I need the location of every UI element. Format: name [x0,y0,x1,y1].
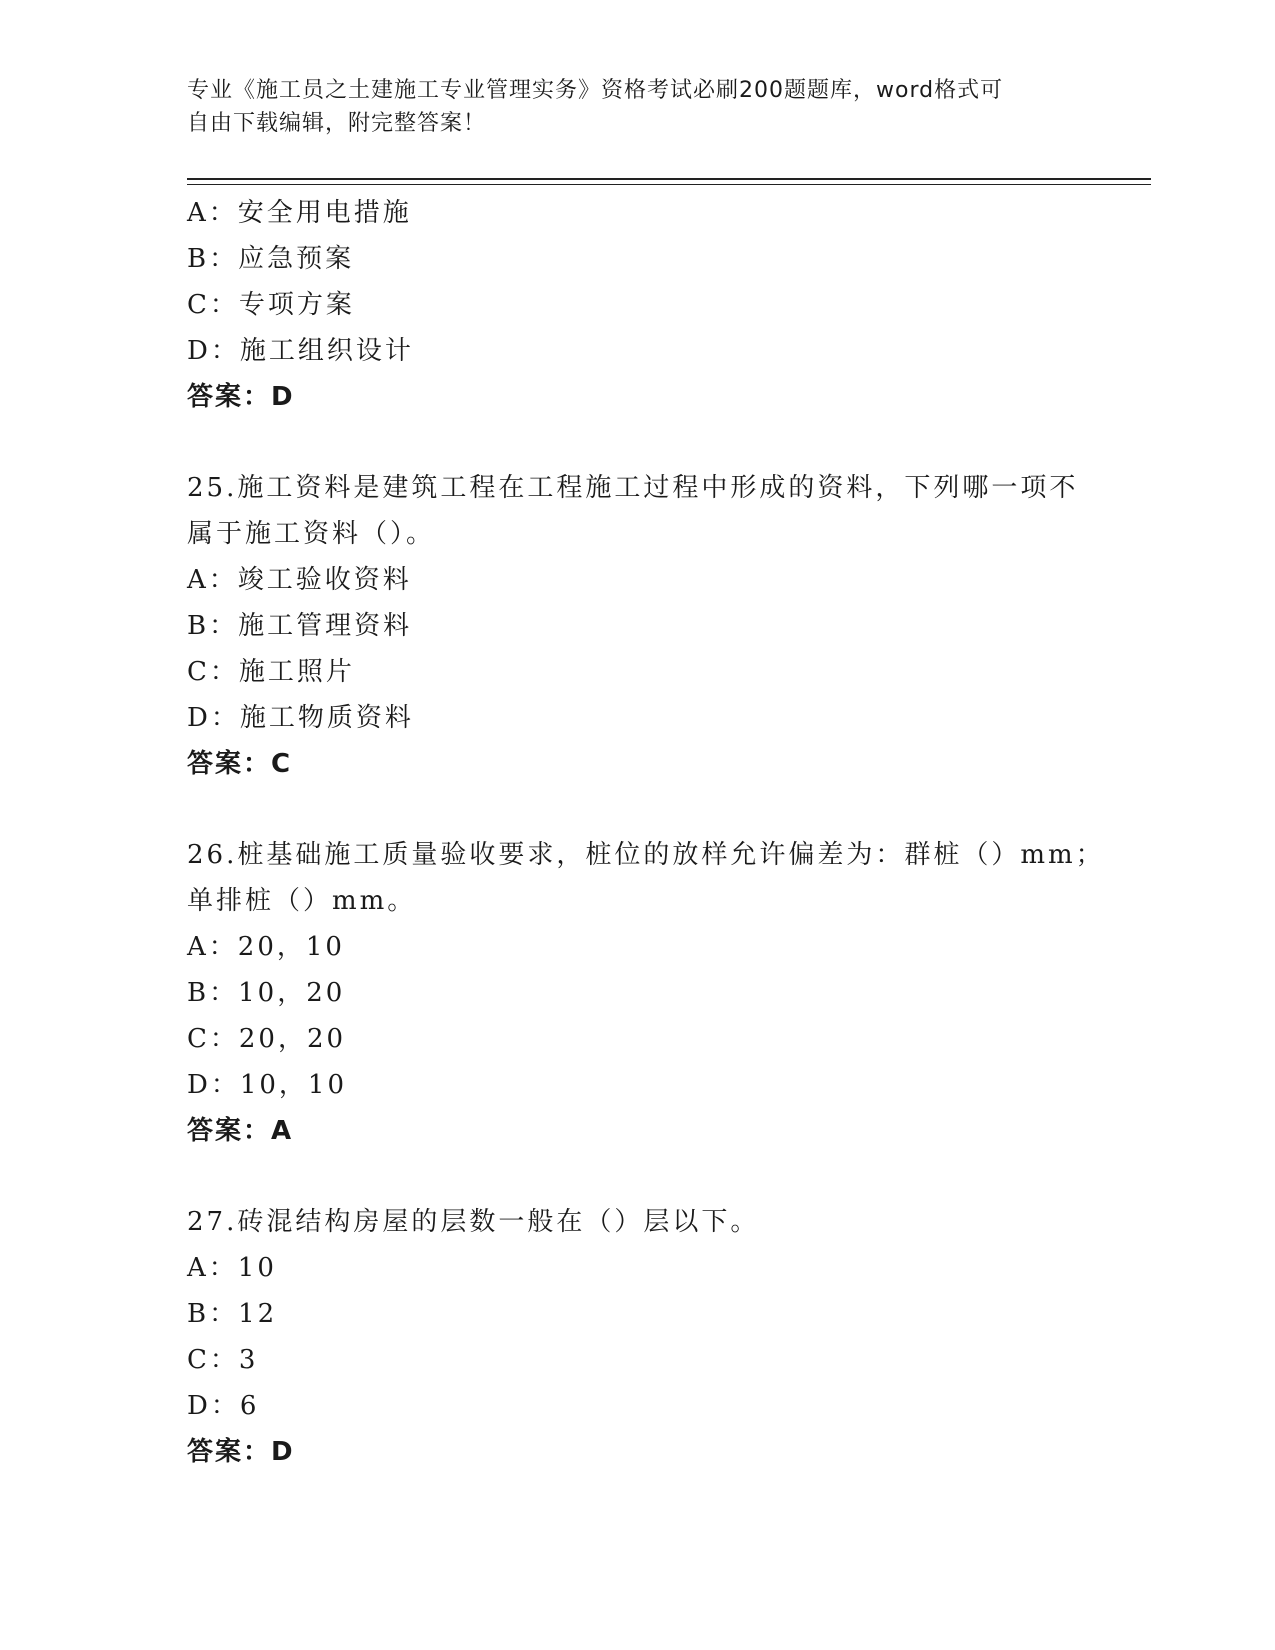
question-text-line-2: 单排桩（）mm。 [187,886,417,916]
option-a: A：20，10 [187,932,345,962]
question-block-25 [187,465,1127,787]
option-b: B：12 [187,1299,278,1329]
spacer [187,787,1127,832]
option-b: B：10，20 [187,978,346,1008]
spacer [187,420,1127,465]
option-a: A：10 [187,1253,277,1283]
question-list [187,190,1127,1475]
document-header [187,74,1087,140]
option-a: A：安全用电措施 [187,198,412,228]
option-c: C：20，20 [187,1024,347,1054]
spacer [187,1154,1127,1199]
header-rule-thick [187,178,1151,180]
option-c: C：施工照片 [187,657,355,687]
option-d: D：施工组织设计 [187,336,414,366]
question-text-line-1: 27.砖混结构房屋的层数一般在（）层以下。 [187,1207,760,1237]
question-text-line-2: 属于施工资料（）。 [187,519,436,549]
header-title-line-2: 自由下载编辑，附完整答案！ [187,111,487,136]
option-b: B：施工管理资料 [187,611,413,641]
question-block-26 [187,832,1127,1154]
header-rule-thin [187,184,1151,185]
header-title-line-1: 专业《施工员之土建施工专业管理实务》资格考试必刷200题题库，word格式可 [187,78,1004,103]
option-a: A：竣工验收资料 [187,565,412,595]
question-text-line-1: 25.施工资料是建筑工程在工程施工过程中形成的资料，下列哪一项不 [187,473,1079,503]
option-d: D：10，10 [187,1070,348,1100]
option-c: C：3 [187,1345,259,1375]
answer-label: 答案：D [187,382,295,412]
option-b: B：应急预案 [187,244,355,274]
option-d: D：施工物质资料 [187,703,414,733]
question-text-line-1: 26.桩基础施工质量验收要求，桩位的放样允许偏差为：群桩（）mm； [187,840,1105,870]
answer-label: 答案：D [187,1437,295,1467]
option-c: C：专项方案 [187,290,355,320]
question-block-24 [187,190,1127,420]
question-block-27 [187,1199,1127,1475]
answer-label: 答案：C [187,749,293,779]
answer-label: 答案：A [187,1116,294,1146]
option-d: D：6 [187,1391,260,1421]
